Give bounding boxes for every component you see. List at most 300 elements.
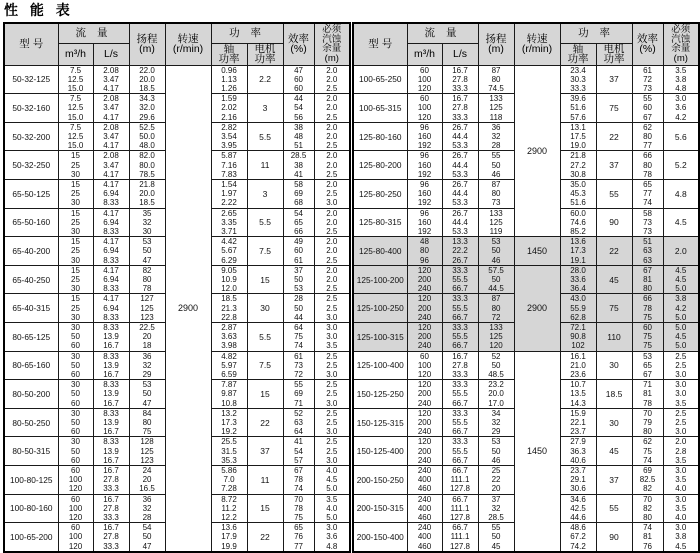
head-cell: 34.3 32.0 29.6	[129, 94, 165, 123]
flow-ls-cell: 8.33 13.9 16.7	[93, 380, 129, 409]
motor-power-cell: 37	[596, 65, 632, 94]
efficiency-cell: 70 82 80	[632, 494, 663, 523]
efficiency-cell: 58 69 68	[283, 179, 314, 208]
model-cell: 50-32-125	[4, 65, 58, 94]
flow-ls-cell: 4.17 6.94 8.33	[93, 179, 129, 208]
model-cell: 65-50-160	[4, 208, 58, 237]
npsh-cell: 2.5 2.5 3.0	[314, 437, 350, 466]
model-cell: 65-40-250	[4, 265, 58, 294]
head-cell: 53 50 47	[129, 237, 165, 266]
flow-m3h-cell: 7.5 12.5 15.0	[58, 122, 93, 151]
motor-power-cell: 90	[596, 523, 632, 552]
header-cell-head: 扬程 (m)	[478, 23, 514, 65]
head-cell: 24 20 16.5	[129, 466, 165, 495]
npsh-cell: 5.6	[663, 122, 699, 151]
shaft-power-cell: 1.54 1.97 2.22	[211, 179, 247, 208]
head-cell: 57.5 50 44.5	[478, 265, 514, 294]
flow-ls-cell: 4.17 6.94 8.33	[93, 237, 129, 266]
model-cell: 125-80-315	[353, 208, 407, 237]
head-cell: 35 32 30	[129, 208, 165, 237]
flow-ls-cell: 2.08 3.47 4.17	[93, 122, 129, 151]
motor-power-cell: 37	[596, 466, 632, 495]
model-cell: 80-65-125	[4, 322, 58, 351]
head-cell: 84 80 75	[129, 408, 165, 437]
shaft-power-cell: 4.82 5.97 6.59	[211, 351, 247, 380]
flow-m3h-cell: 15 25 30	[58, 265, 93, 294]
efficiency-cell: 44 54 56	[283, 94, 314, 123]
shaft-power-cell: 43.0 55.9 62.8	[560, 294, 596, 323]
efficiency-cell: 61 73 72	[283, 351, 314, 380]
flow-m3h-cell: 15 25 30	[58, 294, 93, 323]
model-cell: 80-50-250	[4, 408, 58, 437]
shaft-power-cell: 18.5 21.3 22.8	[211, 294, 247, 323]
header-cell-shaft-power: 轴 功率	[211, 43, 247, 65]
efficiency-cell: 47 60 60	[283, 65, 314, 94]
shaft-power-cell: 23.4 30.3 33.3	[560, 65, 596, 94]
flow-ls-cell: 33.3 55.5 66.7	[442, 408, 478, 437]
header-cell-speed: 转速 (r/min)	[514, 23, 560, 65]
header-cell-npsh: 必须 汽蚀 余量 (m)	[314, 23, 350, 65]
header-row-1	[353, 23, 699, 43]
speed-cell: 2900	[514, 65, 560, 237]
npsh-cell: 3.0 3.0 3.5	[663, 380, 699, 409]
model-cell: 100-65-250	[353, 65, 407, 94]
efficiency-cell: 65 77 74	[632, 179, 663, 208]
npsh-cell: 3.0 3.8 4.5	[663, 523, 699, 552]
head-cell: 22.5 20 18	[129, 322, 165, 351]
flow-m3h-cell: 120 200 240	[407, 380, 442, 409]
flow-ls-cell: 33.3 55.5 66.7	[442, 380, 478, 409]
head-cell: 36 32 28	[478, 122, 514, 151]
performance-table-left	[3, 22, 351, 553]
head-cell: 127 125 123	[129, 294, 165, 323]
head-cell: 52.5 50.0 48.0	[129, 122, 165, 151]
header-cell-flow-group: 流 量	[407, 23, 478, 43]
model-cell: 50-32-250	[4, 151, 58, 180]
motor-power-cell: 37	[596, 151, 632, 180]
efficiency-cell: 74 81 76	[632, 523, 663, 552]
flow-ls-cell: 16.7 27.8 33.3	[93, 494, 129, 523]
npsh-cell: 3.5 3.8 4.8	[663, 65, 699, 94]
shaft-power-cell: 72.1 90.8 102	[560, 322, 596, 351]
flow-ls-cell: 13.3 22.2 26.7	[442, 237, 478, 266]
head-cell: 82 80 78	[129, 265, 165, 294]
model-cell: 50-32-160	[4, 94, 58, 123]
motor-power-cell: 18.5	[596, 380, 632, 409]
header-cell-flow-m3h: m³/h	[58, 43, 93, 65]
flow-m3h-cell: 120 200 240	[407, 322, 442, 351]
model-cell: 125-100-200	[353, 265, 407, 294]
shaft-power-cell: 21.8 27.2 30.8	[560, 151, 596, 180]
speed-cell: 2900	[514, 265, 560, 351]
flow-m3h-cell: 30 50 60	[58, 322, 93, 351]
head-cell: 34 32 29	[478, 408, 514, 437]
flow-m3h-cell: 15 25 30	[58, 151, 93, 180]
motor-power-cell: 15	[247, 494, 283, 523]
model-cell: 150-125-400	[353, 437, 407, 466]
header-cell-speed: 转速 (r/min)	[165, 23, 211, 65]
npsh-cell: 4.0 4.5 5.0	[314, 466, 350, 495]
head-cell: 23.2 20.0 17.0	[478, 380, 514, 409]
model-cell: 100-80-160	[4, 494, 58, 523]
motor-power-cell: 3	[247, 179, 283, 208]
motor-power-cell: 15	[247, 265, 283, 294]
model-cell: 150-125-250	[353, 380, 407, 409]
header-cell-power-group: 功 率	[211, 23, 283, 43]
head-cell: 52 50 48.5	[478, 351, 514, 380]
efficiency-cell: 28 50 44	[283, 294, 314, 323]
flow-m3h-cell: 120 200 240	[407, 265, 442, 294]
shaft-power-cell: 28.0 33.6 36.4	[560, 265, 596, 294]
flow-m3h-cell: 30 50 60	[58, 408, 93, 437]
shaft-power-cell: 4.42 5.67 6.29	[211, 237, 247, 266]
header-cell-model: 型 号	[353, 23, 407, 65]
flow-m3h-cell: 7.5 12.5 15.0	[58, 94, 93, 123]
flow-ls-cell: 66.7 111.1 127.8	[442, 466, 478, 495]
efficiency-cell: 67 78 74	[283, 466, 314, 495]
flow-ls-cell: 26.7 44.4 53.3	[442, 151, 478, 180]
npsh-cell: 3.0 3.5 4.0	[663, 494, 699, 523]
motor-power-cell: 22	[596, 122, 632, 151]
flow-ls-cell: 16.7 27.8 33.3	[442, 65, 478, 94]
shaft-power-cell: 34.6 42.5 44.6	[560, 494, 596, 523]
table-row	[353, 351, 699, 380]
npsh-cell: 2.5 2.5 3.0	[314, 294, 350, 323]
head-cell: 22.0 20.0 18.5	[129, 65, 165, 94]
motor-power-cell: 75	[596, 94, 632, 123]
head-cell: 128 125 123	[129, 437, 165, 466]
table-row	[4, 65, 350, 94]
head-cell: 87 80 73	[478, 179, 514, 208]
header-row-1	[4, 23, 350, 43]
shaft-power-cell: 9.05 10.9 12.0	[211, 265, 247, 294]
flow-ls-cell: 66.7 111.1 127.8	[442, 523, 478, 552]
shaft-power-cell: 15.9 22.1 23.7	[560, 408, 596, 437]
npsh-cell: 2.5 2.5 3.0	[314, 408, 350, 437]
flow-ls-cell: 8.33 13.9 16.7	[93, 351, 129, 380]
efficiency-cell: 53 65 67	[632, 351, 663, 380]
efficiency-cell: 38 48 51	[283, 122, 314, 151]
header-cell-efficiency: 效率 (%)	[632, 23, 663, 65]
motor-power-cell: 5.5	[247, 208, 283, 237]
flow-m3h-cell: 30 50 60	[58, 380, 93, 409]
shaft-power-cell: 5.86 7.0 7.28	[211, 466, 247, 495]
model-cell: 200-150-250	[353, 466, 407, 495]
flow-ls-cell: 2.08 3.47 4.17	[93, 151, 129, 180]
efficiency-cell: 61 72 73	[632, 65, 663, 94]
head-cell: 87 80 72	[478, 294, 514, 323]
npsh-cell: 2.5 2.5 3.0	[314, 380, 350, 409]
head-cell: 36 32 28	[129, 494, 165, 523]
header-cell-flow-m3h: m³/h	[407, 43, 442, 65]
npsh-cell: 2.0 2.0 2.5	[314, 122, 350, 151]
shaft-power-cell: 8.72 11.2 12.2	[211, 494, 247, 523]
flow-m3h-cell: 240 400 460	[407, 523, 442, 552]
model-cell: 80-65-160	[4, 351, 58, 380]
flow-m3h-cell: 60 100 120	[407, 94, 442, 123]
npsh-cell: 5.2	[663, 151, 699, 180]
shaft-power-cell: 7.87 9.87 10.8	[211, 380, 247, 409]
flow-m3h-cell: 60 100 120	[58, 494, 93, 523]
flow-m3h-cell: 60 100 120	[58, 466, 93, 495]
flow-ls-cell: 16.7 27.8 33.3	[442, 351, 478, 380]
flow-ls-cell: 2.08 3.47 4.17	[93, 65, 129, 94]
model-cell: 125-100-400	[353, 351, 407, 380]
table-row	[353, 265, 699, 294]
motor-power-cell: 90	[596, 208, 632, 237]
shaft-power-cell: 2.87 3.63 3.98	[211, 322, 247, 351]
head-cell: 53 50 46	[478, 237, 514, 266]
efficiency-cell: 64 75 74	[283, 322, 314, 351]
shaft-power-cell: 10.7 13.5 14.3	[560, 380, 596, 409]
header-cell-flow-ls: L/s	[93, 43, 129, 65]
model-cell: 125-80-250	[353, 179, 407, 208]
shaft-power-cell: 2.82 3.54 3.95	[211, 122, 247, 151]
model-cell: 65-40-315	[4, 294, 58, 323]
efficiency-cell: 66 80 78	[632, 151, 663, 180]
flow-ls-cell: 8.33 13.9 16.7	[93, 322, 129, 351]
speed-cell: 1450	[514, 237, 560, 266]
motor-power-cell: 55	[596, 494, 632, 523]
header-cell-flow-ls: L/s	[442, 43, 478, 65]
flow-ls-cell: 33.3 55.5 66.7	[442, 437, 478, 466]
motor-power-cell: 5.5	[247, 122, 283, 151]
flow-m3h-cell: 30 50 60	[58, 351, 93, 380]
efficiency-cell: 51 63 63	[632, 237, 663, 266]
npsh-cell: 2.0 2.8 3.5	[663, 437, 699, 466]
npsh-cell: 3.0 3.6 4.8	[314, 523, 350, 552]
head-cell: 55 50 46	[478, 151, 514, 180]
shaft-power-cell: 25.5 31.5 35.3	[211, 437, 247, 466]
performance-table-right	[352, 22, 700, 553]
head-cell: 54 50 47	[129, 523, 165, 552]
header-cell-head: 扬程 (m)	[129, 23, 165, 65]
flow-ls-cell: 8.33 13.9 16.7	[93, 408, 129, 437]
flow-m3h-cell: 15 25 30	[58, 237, 93, 266]
shaft-power-cell: 23.7 29.1 30.6	[560, 466, 596, 495]
header-cell-efficiency: 效率 (%)	[283, 23, 314, 65]
shaft-power-cell: 0.96 1.13 1.26	[211, 65, 247, 94]
motor-power-cell: 22	[247, 408, 283, 437]
motor-power-cell: 5.5	[247, 322, 283, 351]
motor-power-cell: 110	[596, 322, 632, 351]
flow-m3h-cell: 30 50 60	[58, 437, 93, 466]
flow-m3h-cell: 96 160 192	[407, 151, 442, 180]
efficiency-cell: 54 65 66	[283, 208, 314, 237]
efficiency-cell: 41 54 57	[283, 437, 314, 466]
efficiency-cell: 49 60 61	[283, 237, 314, 266]
efficiency-cell: 55 60 67	[632, 94, 663, 123]
head-cell: 25 22 20	[478, 466, 514, 495]
npsh-cell: 2.5 2.5 3.0	[663, 351, 699, 380]
npsh-cell: 4.8	[663, 179, 699, 208]
page-title: 性 能 表	[4, 2, 74, 18]
npsh-cell: 3.0 3.0 3.5	[314, 322, 350, 351]
shaft-power-cell: 48.6 67.2 74.2	[560, 523, 596, 552]
model-cell: 65-40-200	[4, 237, 58, 266]
flow-ls-cell: 66.7 111.1 127.8	[442, 494, 478, 523]
table-row	[353, 237, 699, 266]
motor-power-cell: 45	[596, 265, 632, 294]
shaft-power-cell: 60.0 74.6 85.2	[560, 208, 596, 237]
npsh-cell: 3.8 4.2 5.0	[663, 294, 699, 323]
model-cell: 125-80-400	[353, 237, 407, 266]
flow-ls-cell: 26.7 44.4 53.3	[442, 122, 478, 151]
model-cell: 80-50-200	[4, 380, 58, 409]
header-cell-motor-power: 电机 功率	[247, 43, 283, 65]
efficiency-cell: 60 75 75	[632, 322, 663, 351]
flow-ls-cell: 16.7 27.8 33.3	[442, 94, 478, 123]
shaft-power-cell: 35.0 45.3 51.6	[560, 179, 596, 208]
model-cell: 50-32-200	[4, 122, 58, 151]
motor-power-cell: 22	[596, 237, 632, 266]
flow-m3h-cell: 60 100 120	[407, 65, 442, 94]
efficiency-cell: 37 50 53	[283, 265, 314, 294]
shaft-power-cell: 39.6 51.6 57.6	[560, 94, 596, 123]
npsh-cell: 2.0 2.0 2.5	[314, 265, 350, 294]
flow-m3h-cell: 240 400 460	[407, 494, 442, 523]
motor-power-cell: 30	[596, 351, 632, 380]
efficiency-cell: 52 63 64	[283, 408, 314, 437]
flow-ls-cell: 26.7 44.4 53.3	[442, 179, 478, 208]
efficiency-cell: 67 81 80	[632, 265, 663, 294]
npsh-cell: 2.0 2.5 3.0	[314, 179, 350, 208]
flow-m3h-cell: 15 25 30	[58, 208, 93, 237]
flow-m3h-cell: 48 80 96	[407, 237, 442, 266]
head-cell: 133 125 120	[478, 322, 514, 351]
head-cell: 87 80 74.5	[478, 65, 514, 94]
head-cell: 82.0 80.0 78.5	[129, 151, 165, 180]
speed-cell: 2900	[165, 65, 211, 552]
efficiency-cell: 62 80 77	[632, 122, 663, 151]
efficiency-cell: 66 78 75	[632, 294, 663, 323]
model-cell: 125-100-315	[353, 322, 407, 351]
npsh-cell: 4.5	[663, 208, 699, 237]
flow-ls-cell: 8.33 13.9 16.7	[93, 437, 129, 466]
speed-cell: 1450	[514, 351, 560, 552]
table-row	[353, 65, 699, 94]
npsh-cell: 3.0 3.5 4.0	[663, 466, 699, 495]
motor-power-cell: 11	[247, 151, 283, 180]
head-cell: 21.8 20.0 18.5	[129, 179, 165, 208]
flow-ls-cell: 4.17 6.94 8.33	[93, 294, 129, 323]
efficiency-cell: 70 78 75	[283, 494, 314, 523]
head-cell: 55 50 45	[478, 523, 514, 552]
flow-m3h-cell: 120 200 240	[407, 437, 442, 466]
model-cell: 65-50-125	[4, 179, 58, 208]
npsh-cell: 2.5 2.5 3.0	[314, 351, 350, 380]
motor-power-cell: 30	[596, 408, 632, 437]
model-cell: 100-65-200	[4, 523, 58, 552]
npsh-cell: 2.0	[663, 237, 699, 266]
head-cell: 133 125 118	[478, 94, 514, 123]
efficiency-cell: 70 79 80	[632, 408, 663, 437]
efficiency-cell: 28.5 38 41	[283, 151, 314, 180]
efficiency-cell: 71 81 78	[632, 380, 663, 409]
npsh-cell: 2.0 2.0 2.5	[314, 237, 350, 266]
model-cell: 125-80-160	[353, 122, 407, 151]
flow-ls-cell: 16.7 27.8 33.3	[93, 466, 129, 495]
npsh-cell: 2.0 2.0 2.5	[314, 208, 350, 237]
flow-m3h-cell: 96 160 192	[407, 179, 442, 208]
flow-m3h-cell: 7.5 12.5 15.0	[58, 65, 93, 94]
motor-power-cell: 37	[247, 437, 283, 466]
header-cell-npsh: 必须 汽蚀 余量 (m)	[663, 23, 699, 65]
shaft-power-cell: 16.1 21.0 23.6	[560, 351, 596, 380]
flow-ls-cell: 33.3 55.5 66.7	[442, 265, 478, 294]
flow-ls-cell: 33.3 55.5 66.7	[442, 322, 478, 351]
model-cell: 150-125-315	[353, 408, 407, 437]
model-cell: 80-50-315	[4, 437, 58, 466]
npsh-cell: 5.0 4.5 5.0	[663, 322, 699, 351]
npsh-cell: 2.0 2.0 2.5	[314, 151, 350, 180]
motor-power-cell: 75	[596, 294, 632, 323]
header-cell-flow-group: 流 量	[58, 23, 129, 43]
flow-m3h-cell: 15 25 30	[58, 179, 93, 208]
motor-power-cell: 3	[247, 94, 283, 123]
flow-ls-cell: 16.7 27.8 33.3	[93, 523, 129, 552]
flow-ls-cell: 4.17 6.94 8.33	[93, 265, 129, 294]
flow-m3h-cell: 240 400 460	[407, 466, 442, 495]
model-cell: 100-80-125	[4, 466, 58, 495]
flow-m3h-cell: 60 100 120	[407, 351, 442, 380]
shaft-power-cell: 27.9 36.3 40.6	[560, 437, 596, 466]
head-cell: 53 50 46	[478, 437, 514, 466]
flow-m3h-cell: 120 200 240	[407, 408, 442, 437]
npsh-cell: 3.0 3.6 4.2	[663, 94, 699, 123]
efficiency-cell: 62 75 74	[632, 437, 663, 466]
motor-power-cell: 55	[596, 179, 632, 208]
efficiency-cell: 58 73 73	[632, 208, 663, 237]
motor-power-cell: 15	[247, 380, 283, 409]
motor-power-cell: 22	[247, 523, 283, 552]
flow-ls-cell: 26.7 44.4 53.3	[442, 208, 478, 237]
motor-power-cell: 45	[596, 437, 632, 466]
shaft-power-cell: 13.6 17.9 19.9	[211, 523, 247, 552]
flow-ls-cell: 2.08 3.47 4.17	[93, 94, 129, 123]
efficiency-cell: 65 76 77	[283, 523, 314, 552]
head-cell: 36 32 29	[129, 351, 165, 380]
npsh-cell: 2.0 2.0 2.5	[314, 94, 350, 123]
motor-power-cell: 2.2	[247, 65, 283, 94]
header-cell-model: 型 号	[4, 23, 58, 65]
npsh-cell: 2.0 2.0 2.5	[314, 65, 350, 94]
shaft-power-cell: 1.59 2.02 2.16	[211, 94, 247, 123]
model-cell: 100-65-315	[353, 94, 407, 123]
flow-m3h-cell: 96 160 192	[407, 122, 442, 151]
flow-m3h-cell: 120 200 240	[407, 294, 442, 323]
flow-m3h-cell: 60 100 120	[58, 523, 93, 552]
flow-ls-cell: 4.17 6.94 8.33	[93, 208, 129, 237]
shaft-power-cell: 13.2 17.3 19.2	[211, 408, 247, 437]
shaft-power-cell: 13.1 17.5 19.0	[560, 122, 596, 151]
header-cell-motor-power: 电机 功率	[596, 43, 632, 65]
model-cell: 125-100-250	[353, 294, 407, 323]
motor-power-cell: 30	[247, 294, 283, 323]
motor-power-cell: 7.5	[247, 351, 283, 380]
model-cell: 125-80-200	[353, 151, 407, 180]
motor-power-cell: 7.5	[247, 237, 283, 266]
model-cell: 200-150-315	[353, 494, 407, 523]
head-cell: 37 32 28.5	[478, 494, 514, 523]
head-cell: 53 50 47	[129, 380, 165, 409]
npsh-cell: 3.5 4.0 5.0	[314, 494, 350, 523]
shaft-power-cell: 2.65 3.35 3.71	[211, 208, 247, 237]
efficiency-cell: 69 82.5 82	[632, 466, 663, 495]
flow-ls-cell: 33.3 55.5 66.7	[442, 294, 478, 323]
head-cell: 133 125 119	[478, 208, 514, 237]
npsh-cell: 2.5 2.5 3.0	[663, 408, 699, 437]
